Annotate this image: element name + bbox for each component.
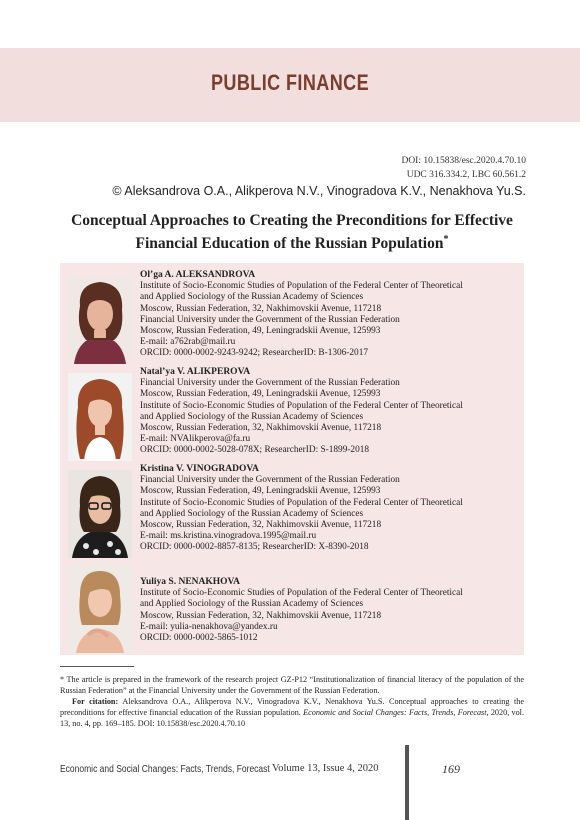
author-line: and Applied Sociology of the Russian Academy of Sciences	[140, 599, 364, 610]
doi: DOI: 10.15838/esc.2020.4.70.10	[401, 156, 526, 166]
author-photo	[68, 565, 132, 653]
citation-tail: , 2020, vol. 13, no. 4, pp. 169–185. DOI: 10.15838/esc.2020.4.70.10	[60, 708, 525, 728]
author-info	[140, 367, 520, 457]
citation	[60, 696, 524, 729]
author-line: Institute of Socio-Economic Studies of Population of the Federal Center of Theoretical	[140, 400, 463, 411]
author-info	[140, 577, 520, 644]
citation-text: Aleksandrova O.A., Alikperova N.V., Vinogradova K.V., Nenakhova Yu.S. Conceptual approaches to creating the preconditions for effective financial education of the Russian population.	[60, 697, 524, 717]
author-line: Institute of Socio-Economic Studies of Population of the Federal Center of Theoretical	[140, 497, 463, 508]
article-title-line-2: Financial Education of the Russian Population	[135, 235, 444, 253]
author-name: Ol’ga A. ALEKSANDROVA	[140, 270, 256, 280]
udc: UDC 316.334.2, LBC 60.561.2	[406, 170, 526, 180]
author-photo	[68, 373, 132, 461]
footnote-rule	[60, 666, 134, 667]
author-line: and Applied Sociology of the Russian Academy of Sciences	[140, 508, 364, 519]
author-line: Financial University under the Government of the Russian Federation	[140, 314, 400, 325]
article-title-line-1: Conceptual Approaches to Creating the Preconditions for Effective	[71, 212, 513, 229]
author-photo	[68, 470, 132, 558]
footer-volume: Volume 13, Issue 4, 2020	[272, 763, 379, 774]
footnote-note	[60, 674, 524, 696]
author-line: Financial University under the Government of the Russian Federation	[140, 378, 400, 389]
footnote-text: * The article is prepared in the framework of the research project GZ-P12 “Institutionalization of financial literacy of the population of the Russian Federation” at the Financial University under the Government of the Russian Federation.	[60, 675, 524, 695]
author-line: and Applied Sociology of the Russian Academy of Sciences	[140, 411, 364, 422]
author-line: Moscow, Russian Federation, 49, Leningradskii Avenue, 125993	[140, 326, 381, 337]
author-orcid: ORCID: 0000-0002-5028-078X; ResearcherID: S-1899-2018	[140, 445, 370, 456]
footer-divider	[405, 745, 409, 820]
author-line: Moscow, Russian Federation, 32, Nakhimovskii Avenue, 117218	[140, 423, 382, 434]
author-info	[140, 464, 520, 554]
footer-journal: Economic and Social Changes: Facts, Trends, Forecast	[60, 764, 270, 775]
author-line: Financial University under the Government of the Russian Federation	[140, 475, 400, 486]
copyright-line: © Aleksandrova O.A., Alikperova N.V., Vinogradova K.V., Nenakhova Yu.S.	[112, 184, 526, 198]
author-name: Yuliya S. NENAKHOVA	[140, 577, 241, 587]
title-footnote-mark: *	[443, 234, 449, 245]
author-line: Moscow, Russian Federation, 49, Leningradskii Avenue, 125993	[140, 486, 381, 497]
author-orcid: ORCID: 0000-0002-5865-1012	[140, 633, 258, 644]
authors-box	[60, 263, 524, 655]
author-line: Moscow, Russian Federation, 49, Leningradskii Avenue, 125993	[140, 389, 381, 400]
author-line: Moscow, Russian Federation, 32, Nakhimovskii Avenue, 117218	[140, 520, 382, 531]
author-line: and Applied Sociology of the Russian Academy of Sciences	[140, 292, 364, 303]
author-line: Institute of Socio-Economic Studies of Population of the Federal Center of Theoretical	[140, 588, 463, 599]
author-email: E-mail: NVAlikperova@fa.ru	[140, 434, 251, 445]
author-email: E-mail: yulia-nenakhova@yandex.ru	[140, 621, 278, 632]
author-info	[140, 270, 520, 360]
author-name: Natal’ya V. ALIKPEROVA	[140, 367, 251, 377]
article-title	[60, 211, 524, 253]
author-line: Moscow, Russian Federation, 32, Nakhimovskii Avenue, 117218	[140, 303, 382, 314]
author-photo	[68, 276, 132, 364]
author-email: E-mail: ms.kristina.vinogradova.1995@mail.ru	[140, 531, 317, 542]
author-line: Moscow, Russian Federation, 32, Nakhimovskii Avenue, 117218	[140, 610, 382, 621]
author-orcid: ORCID: 0000-0002-9243-9242; ResearcherID: B-1306-2017	[140, 348, 368, 359]
author-name: Kristina V. VINOGRADOVA	[140, 464, 259, 474]
author-orcid: ORCID: 0000-0002-8857-8135; ResearcherID: X-8390-2018	[140, 542, 369, 553]
author-line: Institute of Socio-Economic Studies of Population of the Federal Center of Theoretical	[140, 281, 463, 292]
citation-journal: Economic and Social Changes: Facts, Trends, Forecast	[303, 708, 487, 717]
author-email: E-mail: a762rab@mail.ru	[140, 337, 236, 348]
page-number: 169	[442, 762, 460, 776]
section-title: PUBLIC FINANCE	[210, 70, 370, 95]
citation-label: For citation:	[72, 697, 119, 706]
